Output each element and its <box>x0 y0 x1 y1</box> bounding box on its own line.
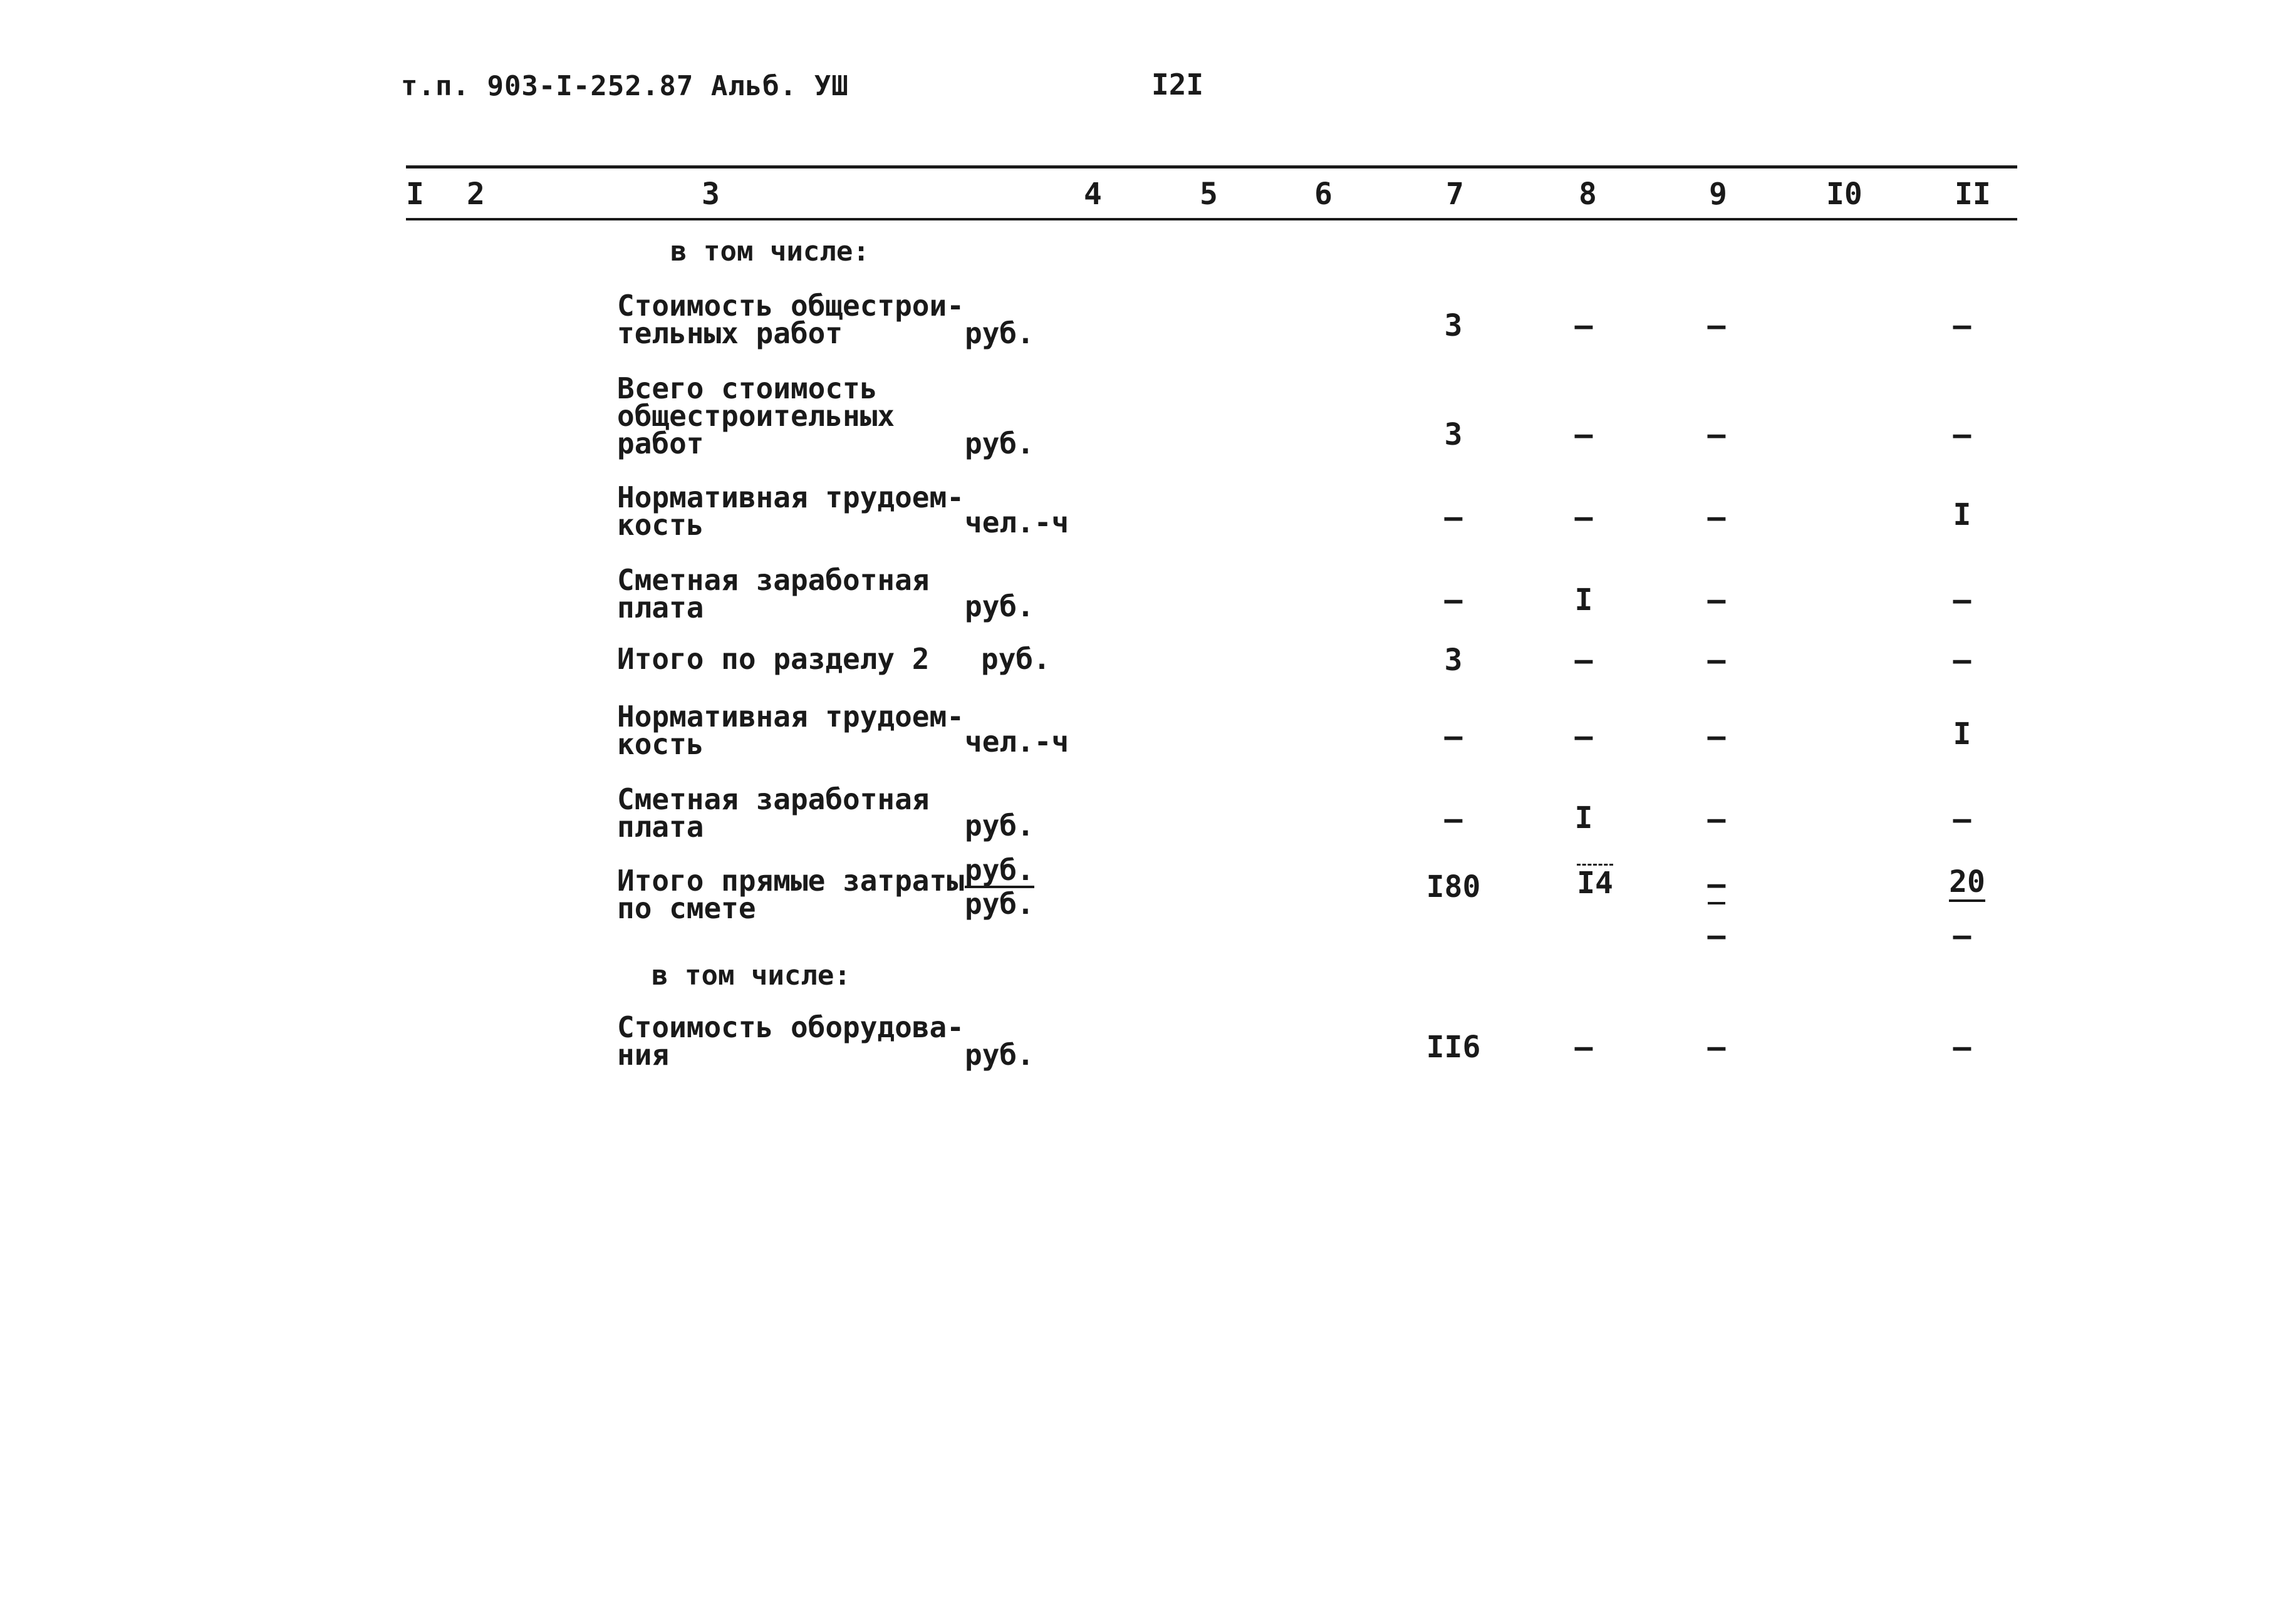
row-name: Нормативная трудоем- кость <box>617 480 964 542</box>
cell-col-9: – <box>1707 417 1726 452</box>
row-name: Итого прямые затраты по смете <box>617 864 964 925</box>
cell-col-8: – <box>1574 719 1593 754</box>
cell-col-9: – <box>1707 802 1726 837</box>
cell-col-11: – <box>1953 643 1971 678</box>
section-caption: в том числе: <box>652 960 851 992</box>
column-number: 4 <box>1084 177 1102 212</box>
cell-col-7: 3 <box>1444 643 1463 678</box>
row-name: Стоимость оборудова- ния <box>617 1010 964 1072</box>
cell-col-7: II6 <box>1426 1030 1481 1065</box>
column-number: II <box>1955 177 1991 212</box>
cell-col-9: – <box>1707 643 1726 678</box>
cell-col-7: – <box>1444 719 1463 754</box>
cell-col-7: I80 <box>1426 869 1481 904</box>
unit-fraction <box>965 853 1034 921</box>
cell-col-11: I <box>1953 717 1971 752</box>
cell-col-11: – <box>1953 802 1971 837</box>
cell-col-9: – <box>1707 583 1726 618</box>
column-number: 2 <box>467 177 485 212</box>
cell-col-11-sub: – <box>1953 918 1971 953</box>
cell-col-8: – <box>1574 308 1593 343</box>
row-name: Сметная заработная плата <box>617 563 930 624</box>
column-number: 3 <box>702 177 720 212</box>
unit-numerator: руб. <box>965 853 1034 887</box>
unit-denominator: руб. <box>965 887 1034 921</box>
cell-col-7: 3 <box>1444 417 1463 452</box>
row-unit: руб. <box>965 589 1034 623</box>
table-header-rule <box>406 218 2017 220</box>
page-number: I2I <box>1151 68 1204 101</box>
cell-col-9-value: – <box>1708 867 1726 904</box>
cell-col-8: – <box>1574 1030 1593 1065</box>
cell-col-11 <box>1930 864 2005 899</box>
cell-col-11: – <box>1953 1030 1971 1065</box>
column-number: 5 <box>1200 177 1218 212</box>
cell-col-11: I <box>1953 497 1971 532</box>
row-unit: чел.-ч <box>965 505 1069 539</box>
document-code: т.п. 903-I-252.87 Альб. УШ <box>401 70 849 102</box>
row-unit: чел.-ч <box>965 725 1069 759</box>
cell-col-9-sub: – <box>1707 918 1726 953</box>
cell-col-9 <box>1679 867 1754 902</box>
column-number: 7 <box>1446 177 1464 212</box>
cell-col-11: – <box>1953 417 1971 452</box>
section-caption: в том числе: <box>670 236 870 267</box>
row-name: Всего стоимость общестроительных работ <box>617 371 895 460</box>
column-number: I0 <box>1826 177 1862 212</box>
row-unit: руб. <box>965 316 1034 350</box>
cell-col-8: – <box>1574 500 1593 535</box>
cell-col-11: – <box>1953 583 1971 618</box>
cell-col-8-value: I4 <box>1577 864 1613 901</box>
cell-col-8: – <box>1574 643 1593 678</box>
cell-col-11: – <box>1953 308 1971 343</box>
row-name: Нормативная трудоем- кость <box>617 700 964 761</box>
cell-col-9: – <box>1707 719 1726 754</box>
column-number: I <box>406 177 424 212</box>
row-name: Сметная заработная плата <box>617 782 930 844</box>
cell-col-8: – <box>1574 417 1593 452</box>
row-unit: руб. <box>965 809 1034 842</box>
row-name: Стоимость общестрои- тельных работ <box>617 289 964 350</box>
cell-col-9: – <box>1707 308 1726 343</box>
column-number: 8 <box>1579 177 1597 212</box>
cell-col-8 <box>1557 866 1633 901</box>
cell-col-7: – <box>1444 500 1463 535</box>
cell-col-9: – <box>1707 500 1726 535</box>
cell-col-7: – <box>1444 802 1463 837</box>
cell-col-9: – <box>1707 1030 1726 1065</box>
row-name: Итого по разделу 2 <box>617 642 930 676</box>
table-top-rule <box>406 165 2017 168</box>
column-number: 6 <box>1314 177 1332 212</box>
row-unit: руб. <box>965 1038 1034 1072</box>
cell-col-8: I <box>1574 583 1593 618</box>
column-number: 9 <box>1709 177 1727 212</box>
row-unit: руб. <box>981 642 1051 676</box>
cell-col-8: I <box>1574 800 1593 836</box>
cell-col-7: 3 <box>1444 308 1463 343</box>
cell-col-11-value: 20 <box>1949 864 1985 902</box>
cell-col-7: – <box>1444 583 1463 618</box>
row-unit: руб. <box>965 427 1034 460</box>
